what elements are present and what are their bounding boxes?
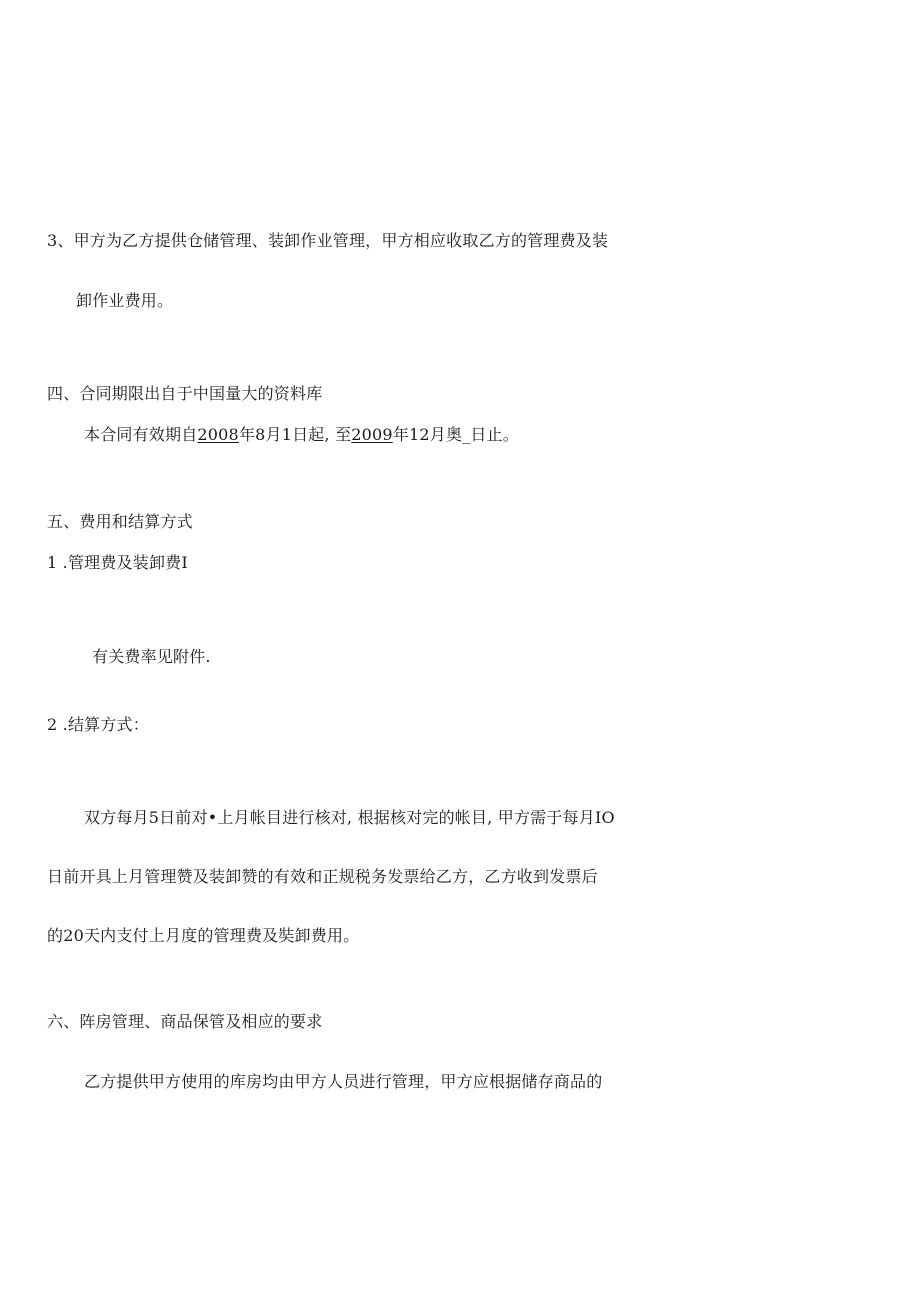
settlement-line3: 的20天内支付上月度的管理费及奘卸费用。	[47, 926, 360, 945]
term-text-1: 本合同有效期自	[84, 425, 198, 444]
section6-line1: 乙方提供甲方使用的库房均由甲方人员进行管理，甲方应根据储存商品的	[84, 1072, 603, 1091]
item2-heading: 2 .结算方式：	[47, 715, 149, 734]
item1-body: 有关费率见附件.	[92, 647, 211, 666]
term-year-end: 2009	[351, 425, 393, 444]
term-year-start: 2008	[197, 425, 239, 444]
section4-heading: 四、合同期限出自于中国量大的资料库	[47, 384, 323, 403]
section5-heading: 五、费用和结算方式	[47, 512, 193, 531]
settlement-line2: 日前开具上月管理赞及装卸赞的有效和正规税务发票给乙方，乙方收到发票后	[47, 867, 598, 886]
section6-heading: 六、阵房管理、商品保管及相应的要求	[47, 1012, 323, 1031]
term-text-3: 年12月奥_日止。	[392, 425, 519, 444]
settlement-line1: 双方每月5日前对•上月帐目进行核对, 根据核对完的帐目, 甲方需于每月IO	[84, 808, 615, 827]
contract-term-line	[84, 425, 519, 445]
term-text-2: 年8月1日起, 至	[238, 425, 352, 444]
item3-line1: 3、甲方为乙方提供仓储管理、装卸作业管理，甲方相应收取乙方的管理费及装	[47, 231, 609, 250]
item3-line2: 卸作业费用。	[76, 291, 174, 310]
item1-heading: 1 .管理费及装卸费I	[47, 553, 188, 572]
